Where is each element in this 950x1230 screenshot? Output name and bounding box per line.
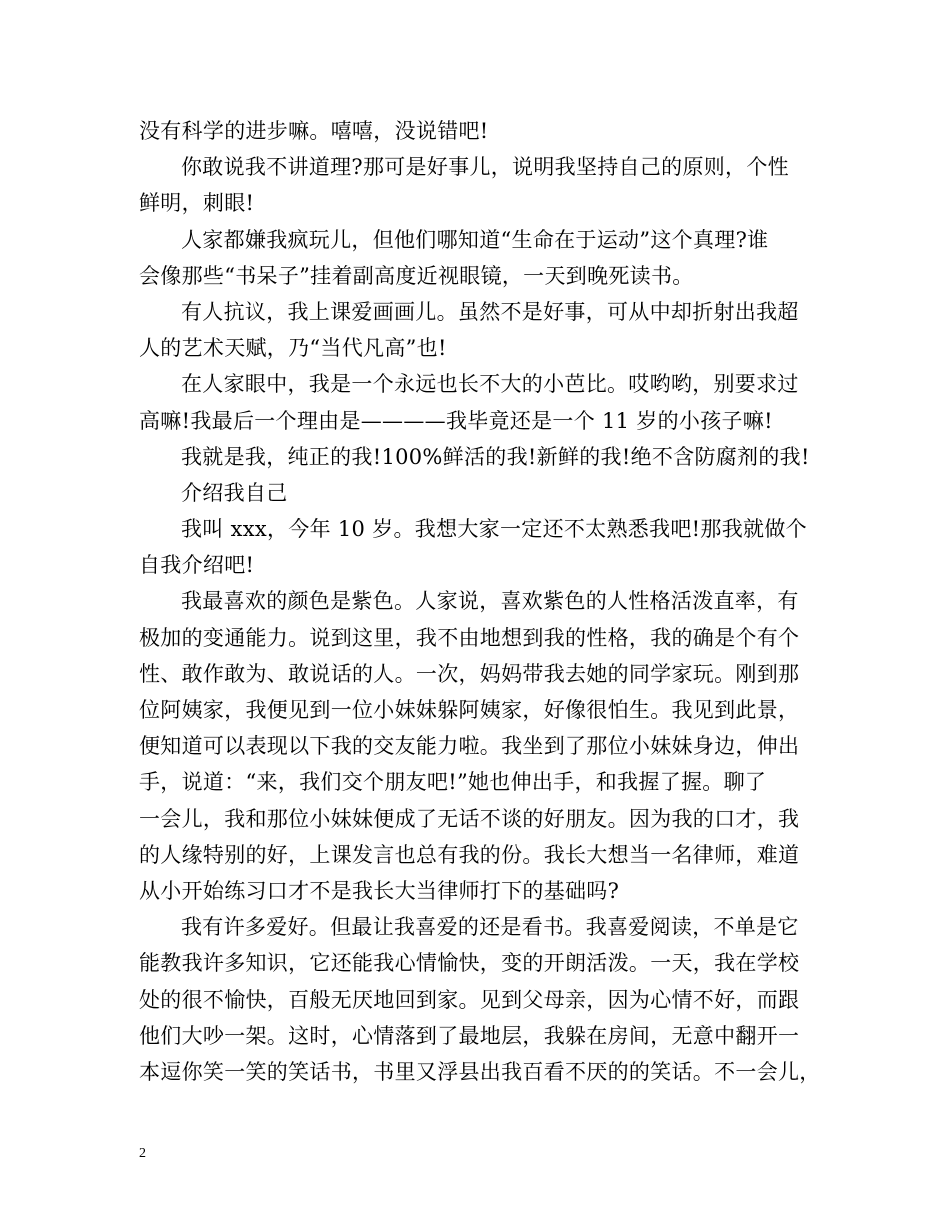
text-line: 会像那些“书呆子”挂着副高度近视眼镜，一天到晚死读书。 [139, 263, 694, 288]
text-line: 鲜明，刺眼! [139, 191, 255, 216]
text-line: 有人抗议，我上课爱画画儿。虽然不是好事，可从中却折射出我超 [181, 299, 799, 324]
text-line: 我叫 xxx，今年 10 岁。我想大家一定还不太熟悉我吧!那我就做个 [181, 517, 807, 542]
text-line: 没有科学的进步嘛。嘻嘻，没说错吧! [139, 119, 489, 143]
text-line: 性、敢作敢为、敢说话的人。一次，妈妈带我去她的同学家玩。刚到那 [139, 661, 800, 686]
text-line: 我就是我，纯正的我!100%鲜活的我!新鲜的我!绝不含防腐剂的我! [181, 444, 810, 469]
text-line: 你敢说我不讲道理?那可是好事儿，说明我坚持自己的原则，个性 [181, 155, 789, 180]
text-line: 能教我许多知识，它还能我心情愉快，变的开朗活泼。一天，我在学校 [139, 951, 800, 976]
text-line: 我最喜欢的颜色是紫色。人家说，喜欢紫色的人性格活泼直率，有 [181, 589, 799, 614]
text-line: 极加的变通能力。说到这里，我不由地想到我的性格，我的确是个有个 [139, 625, 800, 650]
text-line: 我有许多爱好。但最让我喜爱的还是看书。我喜爱阅读，不单是它 [181, 915, 799, 940]
text-line: 在人家眼中，我是一个永远也长不大的小芭比。哎哟哟，别要求过 [181, 372, 799, 397]
text-line: 处的很不愉快，百般无厌地回到家。见到父母亲，因为心情不好，而跟 [139, 987, 800, 1012]
text-line: 本逗你笑一笑的笑话书，书里又浮县出我百看不厌的的笑话。不一会儿， [139, 1059, 821, 1084]
text-line: 的人缘特别的好，上课发言也总有我的份。我长大想当一名律师，难道 [139, 842, 800, 867]
text-line: 他们大吵一架。这时，心情落到了最地层，我躲在房间，无意中翻开一 [139, 1023, 800, 1048]
text-line: 高嘛!我最后一个理由是————我毕竟还是一个 11 岁的小孩子嘛! [139, 408, 773, 433]
text-line: 人的艺术天赋，乃“当代凡高”也! [139, 336, 447, 361]
text-line: 便知道可以表现以下我的交友能力啦。我坐到了那位小妹妹身边，伸出 [139, 734, 800, 759]
text-line: 人家都嫌我疯玩儿，但他们哪知道“生命在于运动”这个真理?谁 [181, 227, 769, 252]
text-line: 从小开始练习口才不是我长大当律师打下的基础吗? [139, 878, 620, 903]
text-line: 一会儿，我和那位小妹妹便成了无话不谈的好朋友。因为我的口才，我 [139, 806, 800, 831]
body-text [139, 113, 829, 1090]
text-line: 自我介绍吧! [139, 553, 255, 578]
text-line: 位阿姨家，我便见到一位小妹妹躲阿姨家，好像很怕生。我见到此景， [139, 698, 800, 722]
page-number: 2 [139, 1146, 146, 1161]
text-line: 介绍我自己 [181, 480, 288, 505]
text-line: 手，说道：“来，我们交个朋友吧!”她也伸出手，和我握了握。聊了 [139, 770, 767, 795]
